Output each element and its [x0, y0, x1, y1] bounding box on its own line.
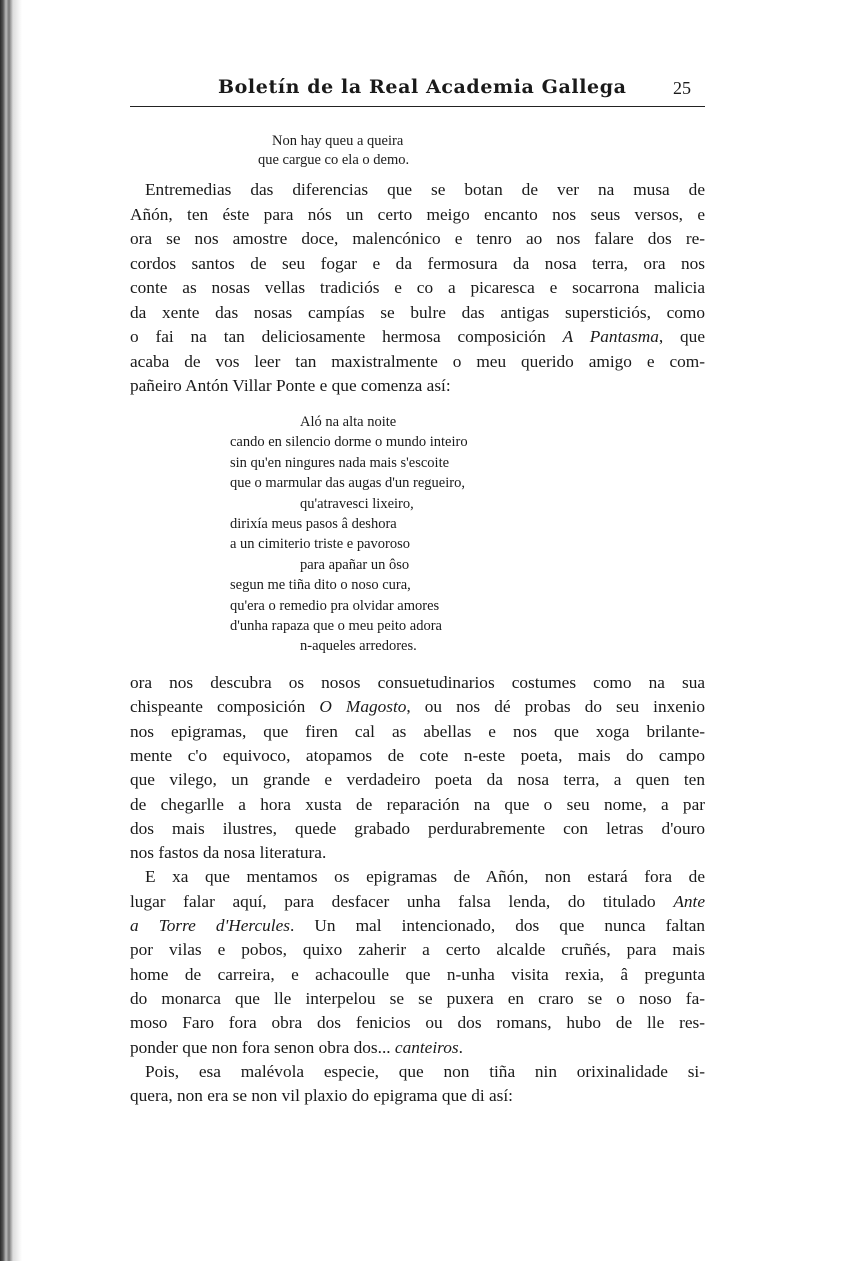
poem-line: Aló na alta noite	[300, 414, 397, 430]
poem-line: que o marmular das augas d'un regueiro,	[230, 475, 465, 492]
paragraph-1-line: conte as nosas vellas tradiciós e co a picaresca e socarrona malicia	[130, 278, 705, 297]
paragraph-1-line: o fai na tan deliciosamente hermosa composición A Pantasma, que	[130, 327, 705, 346]
running-title: Boletín de la Real Academia Gallega	[218, 76, 627, 98]
header-rule	[130, 106, 705, 107]
italic-title: A Pantasma	[562, 327, 659, 346]
paragraph-1-line: cordos santos de seu fogar e da fermosura da nosa terra, ora nos	[130, 253, 705, 273]
poem-line: n-aqueles arredores.	[300, 638, 417, 655]
paragraph-3-line: por vilas e pobos, quixo zaherir a certo alcalde cruñés, para mais	[130, 940, 705, 960]
scan-edge-shadow	[0, 0, 22, 1261]
page-number: 25	[673, 78, 691, 98]
paragraph-2-line: de chegarlle a hora xusta de reparación na que o seu nome, a par	[130, 794, 705, 814]
paragraph-3-line: lugar falar aquí, para desfacer unha falsa lenda, do titulado Ante	[130, 891, 705, 911]
italic-title: Ante	[673, 891, 705, 911]
poem-line: qu'atravesci lixeiro,	[300, 495, 414, 512]
paragraph-3-line: ponder que non fora senon obra dos... canteiros.	[130, 1037, 463, 1057]
italic-title: O Magosto	[319, 697, 407, 717]
paragraph-1-line: ora se nos amostre doce, malencónico e tenro ao nos falare dos re-	[130, 229, 705, 248]
epigraph-line: Non hay queu a queira	[272, 133, 404, 149]
paragraph-1-line: acaba de vos leer tan maxistralmente o meu querido amigo e com-	[130, 351, 705, 371]
paragraph-2-line: mente c'o equivoco, atopamos de cote n-este poeta, mais do campo	[130, 745, 705, 765]
epigraph-line: que cargue co ela o demo.	[258, 152, 410, 168]
paragraph-2-line: nos epigramas, que firen cal as abellas e nos que xoga brilante-	[130, 721, 705, 741]
paragraph-2-line: nos fastos da nosa literatura.	[130, 843, 327, 863]
paragraph-1-line: Entremedias das diferencias que se botan de ver na musa de	[145, 180, 705, 199]
paragraph-2-line: ora nos descubra os nosos consuetudinarios costumes como na sua	[130, 673, 705, 692]
poem-line: d'unha rapaza que o meu peito adora	[230, 618, 442, 634]
poem-line: qu'era o remedio pra olvidar amores	[230, 597, 440, 614]
paragraph-3-line: home de carreira, e achacoulle que n-unha visita rexia, â pregunta	[130, 964, 705, 984]
paragraph-1-line: da xente das nosas campías se bulre das antigas supersticiós, como	[130, 302, 705, 322]
paragraph-1-line: pañeiro Antón Villar Ponte e que comenza así:	[130, 376, 451, 395]
poem-line: para apañar un ôso	[300, 556, 410, 573]
paragraph-2-line: dos mais ilustres, quede grabado perdurabremente con letras d'ouro	[130, 818, 705, 838]
italic-title: a Torre d'Hercules	[130, 916, 291, 935]
poem-line: segun me tiña dito o noso cura,	[230, 577, 411, 594]
poem-line: cando en silencio dorme o mundo inteiro	[230, 434, 468, 451]
italic-title: canteiros	[394, 1037, 459, 1057]
paragraph-4-line: Pois, esa malévola especie, que non tiña nin orixinalidade si-	[145, 1062, 705, 1081]
paragraph-3-line: a Torre d'Hercules. Un mal intencionado, dos que nunca faltan	[130, 916, 705, 935]
paragraph-1-line: Añón, ten éste para nós un certo meigo encanto nos seus versos, e	[130, 204, 705, 224]
poem-line: dirixía meus pasos â deshora	[230, 516, 397, 532]
paragraph-3-line: E xa que mentamos os epigramas de Añón, non estará fora de	[145, 867, 705, 887]
paragraph-2-line: chispeante composición O Magosto, ou nos dé probas do seu inxenio	[130, 697, 705, 717]
poem-line: a un cimiterio triste e pavoroso	[230, 536, 410, 553]
paragraph-3-line: moso Faro fora obra dos fenicios ou dos romans, hubo de lle res-	[130, 1013, 705, 1033]
poem-line: sin qu'en ningures nada mais s'escoite	[230, 454, 450, 471]
paragraph-3-line: do monarca que lle interpelou se se puxera en craro se o noso fa-	[130, 988, 705, 1008]
paragraph-4-line: quera, non era se non vil plaxio do epigrama que di así:	[130, 1086, 513, 1106]
paragraph-2-line: que vilego, un grande e verdadeiro poeta da nosa terra, a quen ten	[130, 770, 705, 790]
page-header	[130, 76, 705, 106]
